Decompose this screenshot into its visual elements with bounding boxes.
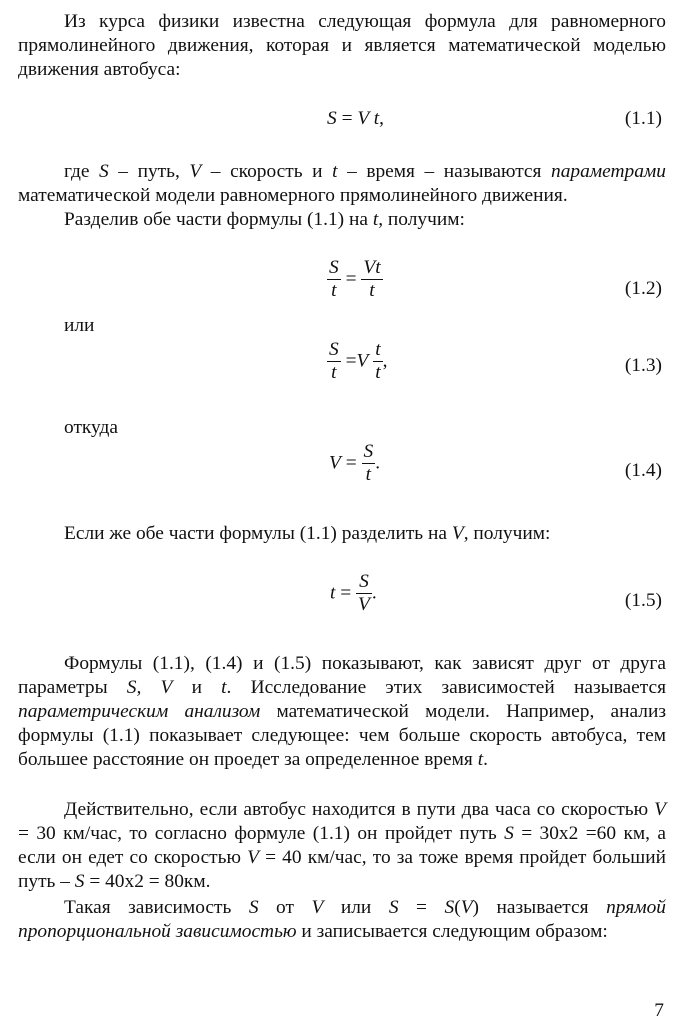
eq5-period: . bbox=[371, 582, 377, 604]
eq4-V: V bbox=[329, 452, 341, 474]
eq2-frac-left bbox=[327, 258, 341, 301]
p6-V2: V bbox=[247, 847, 259, 868]
eq2-den-right: t bbox=[369, 280, 375, 301]
paragraph-parameters bbox=[18, 160, 666, 208]
equation-1-4 bbox=[329, 442, 380, 485]
eq4-num: S bbox=[363, 441, 374, 462]
paragraph-proportional bbox=[18, 896, 666, 944]
eq4-den: t bbox=[365, 464, 372, 485]
p2-d: – время – называются bbox=[337, 161, 552, 182]
paragraph-intro bbox=[18, 10, 666, 82]
eq1-equals: = bbox=[341, 108, 353, 129]
p5-a: Формулы (1.1), (1.4) и (1.5) показывают, как зависят друг от друга параметры bbox=[18, 653, 666, 698]
p6-c: = 30х2 =60 км, а если он едет со скоростью bbox=[18, 823, 666, 868]
p2-em-parameters: параметрами bbox=[551, 161, 666, 182]
eq3-equals: = bbox=[345, 350, 357, 372]
p5-b: и bbox=[172, 677, 222, 698]
eq4-frac bbox=[362, 442, 376, 485]
eq5-den: V bbox=[358, 594, 370, 615]
p2-a: где bbox=[64, 161, 100, 182]
paragraph-parametric-analysis bbox=[18, 652, 666, 772]
p7-em-proportional: прямой пропорциональной зависимостью bbox=[18, 897, 666, 942]
p7-e: ( bbox=[454, 897, 461, 918]
p6-d: = 40 км/час, то за тоже время пройдет больший путь – bbox=[18, 847, 666, 892]
p4-b: , получим: bbox=[463, 523, 551, 544]
eq1-S: S bbox=[327, 108, 337, 129]
p4-V: V bbox=[451, 523, 464, 544]
eq1-comma: , bbox=[379, 108, 384, 129]
equation-1-5 bbox=[330, 572, 377, 615]
equation-number-1-4: (1.4) bbox=[624, 460, 662, 481]
equation-number-1-1: (1.1) bbox=[624, 108, 662, 129]
eq5-frac bbox=[356, 572, 372, 615]
p7-g: и записывается следующим образом: bbox=[296, 921, 608, 942]
p2-b: – путь, bbox=[108, 161, 190, 182]
equation-1-2 bbox=[327, 258, 383, 301]
p5-t: t bbox=[221, 677, 227, 698]
eq3-frac-right bbox=[373, 340, 382, 383]
p5-c: . Исследование этих зависимостей называется bbox=[226, 677, 666, 698]
equation-1-3 bbox=[327, 340, 387, 383]
eq3-comma: , bbox=[382, 350, 388, 372]
eq3-den-right: t bbox=[375, 362, 381, 383]
p2-t: t bbox=[332, 161, 338, 182]
eq3-num-right: t bbox=[375, 339, 381, 360]
p7-V: V bbox=[311, 897, 324, 918]
p6-S1: S bbox=[504, 823, 514, 844]
equation-number-1-3: (1.3) bbox=[624, 355, 662, 376]
word-ili: или bbox=[64, 315, 95, 336]
p2-V: V bbox=[189, 161, 202, 182]
eq3-frac-left bbox=[327, 340, 341, 383]
p7-b: от bbox=[258, 897, 312, 918]
p5-d: математической модели. Например, анализ формулы (1.1) показывает следующее: чем больше скорость автобуса, тем большее расстояние он проедет за определенное время bbox=[18, 701, 666, 770]
p7-S: S bbox=[248, 897, 259, 918]
p7-SV: S bbox=[388, 897, 399, 918]
eq2-frac-right bbox=[361, 258, 382, 301]
p6-a: Действительно, если автобус находится в пути два часа со скоростью bbox=[64, 799, 655, 820]
eq4-period: . bbox=[375, 452, 381, 474]
eq2-num-right: Vt bbox=[363, 257, 381, 278]
p5-e: . bbox=[483, 749, 488, 770]
paragraph-divide-by-t bbox=[18, 208, 666, 232]
eq3-den-left: t bbox=[331, 362, 337, 383]
eq1-V: V bbox=[357, 108, 369, 129]
p6-b: = 30 км/час, то согласно формуле (1.1) он пройдет путь bbox=[18, 823, 505, 844]
equation-number-1-5: (1.5) bbox=[624, 590, 662, 611]
p2-S: S bbox=[99, 161, 109, 182]
word-otkuda: откуда bbox=[64, 417, 119, 438]
p6-S2: S bbox=[74, 871, 85, 892]
page-number: 7 bbox=[654, 1000, 664, 1021]
paragraph-divide-by-v bbox=[18, 522, 666, 546]
p3-t: t bbox=[372, 209, 379, 230]
p2-c: – скорость и bbox=[201, 161, 333, 182]
p5-t2: t bbox=[477, 749, 484, 770]
eq3-num-left: S bbox=[329, 339, 339, 360]
p7-SV2: S bbox=[444, 897, 455, 918]
p6-e: = 40х2 = 80км. bbox=[84, 871, 211, 892]
p4-a: Если же обе части формулы (1.1) разделить на bbox=[64, 523, 452, 544]
paragraph-intro-text: Из курса физики известна следующая формула для равномерного прямолинейного движения, которая и является математической моделью движения автобуса: bbox=[18, 11, 666, 80]
p2-e: математической модели равномерного прямолинейного движения. bbox=[18, 185, 568, 206]
equation-1-1 bbox=[327, 108, 384, 130]
eq4-equals: = bbox=[345, 452, 357, 474]
p3-a: Разделив обе части формулы (1.1) на bbox=[64, 209, 373, 230]
eq2-den-left: t bbox=[331, 280, 337, 301]
p7-a: Такая зависимость bbox=[64, 897, 249, 918]
p7-f: ) называется bbox=[472, 897, 607, 918]
eq2-equals: = bbox=[345, 268, 357, 290]
eq5-t: t bbox=[330, 582, 336, 604]
p5-params: S, V bbox=[126, 677, 173, 698]
eq5-num: S bbox=[356, 572, 372, 594]
p7-c: или bbox=[323, 897, 389, 918]
p5-em-parametric-analysis: параметрическим анализом bbox=[18, 701, 261, 722]
equation-number-1-2: (1.2) bbox=[624, 278, 662, 299]
paragraph-example bbox=[18, 798, 666, 894]
p3-b: , получим: bbox=[378, 209, 465, 230]
eq2-num-left: S bbox=[329, 257, 339, 278]
eq3-V: V bbox=[356, 350, 369, 372]
p7-d: = bbox=[398, 897, 445, 918]
eq1-t: t bbox=[373, 108, 380, 129]
eq5-equals: = bbox=[340, 582, 352, 604]
p6-V1: V bbox=[654, 799, 666, 820]
p7-V2: V bbox=[460, 897, 473, 918]
